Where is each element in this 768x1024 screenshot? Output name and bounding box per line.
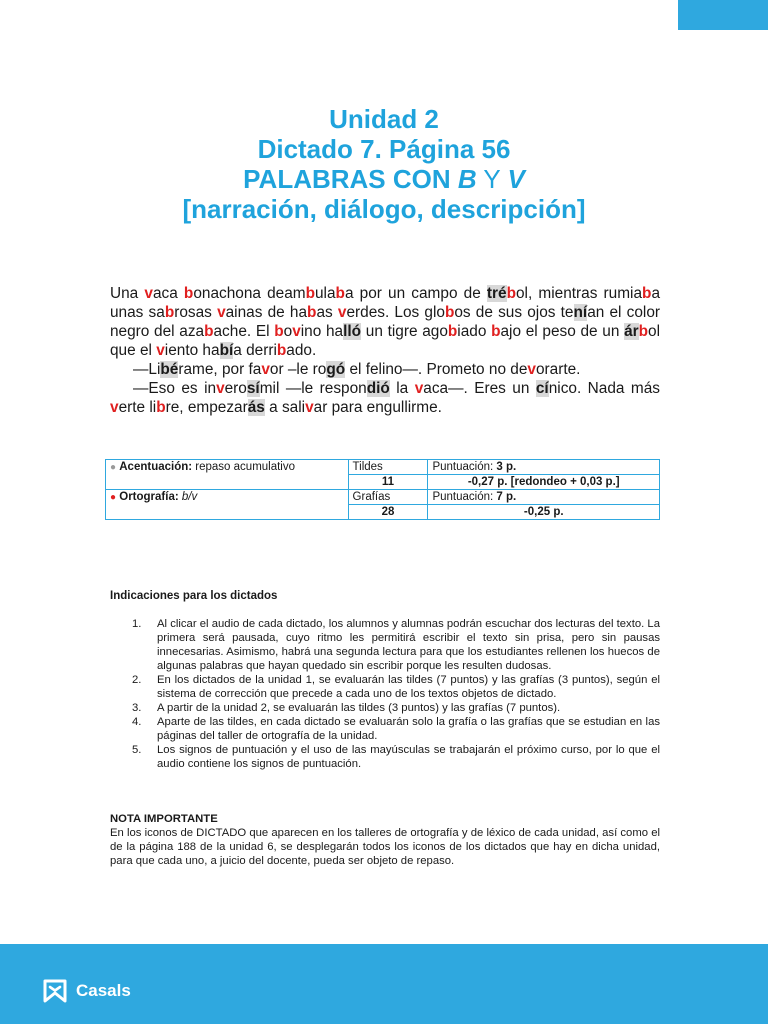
highlight-accent: ár xyxy=(624,323,639,340)
dictation-fragment: as xyxy=(316,304,338,321)
dictation-fragment: rosas xyxy=(174,304,218,321)
dictation-paragraph-2 xyxy=(110,360,660,379)
important-note-text: En los iconos de DICTADO que aparecen en los talleres de ortografía y de léxico de cada unidad, así como el de la página 188 de la unidad 6, se desplegarán todos los iconos de los dictados que hay en dicha unidad, para que cada uno, a juicio del docente, pueda ser objeto de repaso. xyxy=(110,827,660,867)
accent-desc: repaso acumulativo xyxy=(192,461,296,473)
dictation-fragment: re, empezar xyxy=(165,399,248,416)
grading-row-spelling xyxy=(106,490,660,505)
accent-score-value: 3 p. xyxy=(496,461,517,473)
spelling-score-value: 7 p. xyxy=(496,491,517,503)
page-title xyxy=(0,104,768,224)
list-item xyxy=(110,673,660,701)
instructions-list xyxy=(110,617,660,771)
dictation-fragment: un tigre ago xyxy=(361,323,448,340)
dictation-fragment: a unas sa xyxy=(110,285,661,321)
highlight-letter: v xyxy=(216,380,225,397)
highlight-letter: b xyxy=(447,323,458,340)
list-item-text: En los dictados de la unidad 1, se evaluarán las tildes (7 puntos) y las grafías (3 puntos), según el sistema de corrección que precede a cada uno de los textos objetos de dictado. xyxy=(157,674,660,700)
dictation-fragment: aca—. Eres un xyxy=(423,380,536,397)
highlight-accent: sí xyxy=(246,380,260,397)
grading-row-accent xyxy=(106,460,660,475)
title-dictation: Dictado 7. Página 56 xyxy=(257,134,511,164)
dictation-fragment: el felino—. Prometo no de xyxy=(345,361,528,378)
highlight-letter: b xyxy=(274,323,284,340)
red-bullet-icon: ● xyxy=(110,492,117,503)
grey-bullet-icon: ● xyxy=(110,462,117,473)
title-conjunction: Y xyxy=(476,164,508,194)
dictation-paragraph-3 xyxy=(110,379,660,417)
dictation-fragment: la xyxy=(389,380,415,397)
important-note-title: NOTA IMPORTANTE xyxy=(110,813,218,825)
dictation-fragment: rame, por fa xyxy=(178,361,262,378)
brand-logo xyxy=(42,978,131,1004)
highlight-letter: v xyxy=(305,399,314,416)
highlight-letter: b xyxy=(156,399,166,416)
dictation-fragment: ero xyxy=(224,380,247,397)
highlight-letter: b xyxy=(642,285,652,302)
dictation-fragment: —Li xyxy=(133,361,161,378)
list-item-number: 1. xyxy=(132,618,142,630)
dictation-fragment: os de sus ojos te xyxy=(454,304,574,321)
title-unit: Unidad 2 xyxy=(329,104,439,134)
dictation-fragment: ado. xyxy=(286,342,317,359)
dictation-text xyxy=(110,284,660,417)
highlight-accent: bé xyxy=(160,361,179,378)
dictation-fragment: onachona deam xyxy=(193,285,306,302)
dictation-fragment: ino ha xyxy=(300,323,344,340)
highlight-accent: gó xyxy=(326,361,346,378)
highlight-letter: b xyxy=(183,285,194,302)
list-item-text: A partir de la unidad 2, se evaluarán las tildes (3 puntos) y las grafías (7 puntos). xyxy=(157,702,561,714)
dictation-fragment: ar para engullirme. xyxy=(313,399,442,416)
highlight-letter: b xyxy=(164,304,175,321)
highlight-letter: b xyxy=(204,323,214,340)
dictation-fragment: aca xyxy=(152,285,184,302)
list-item-text: Al clicar el audio de cada dictado, los alumnos y alumnas podrán escuchar dos lecturas del texto. La primera será pausada, cuyo ritmo les permitirá escribir el texto sin prisa, pero sin pausas innecesarias. Asimismo, habrá una segunda lectura para que los estudiantes rellenen los huecos de algunas palabras que hayan quedado sin escribir porque les resulten dudosas. xyxy=(157,618,660,672)
accent-label: Acentuación: xyxy=(119,461,193,473)
spelling-count: 28 xyxy=(348,505,428,520)
dictation-fragment: erte li xyxy=(118,399,157,416)
highlight-letter: v xyxy=(337,304,347,321)
list-item xyxy=(110,701,660,715)
dictation-fragment: or –le ro xyxy=(269,361,327,378)
dictation-fragment: ol, mientras rumia xyxy=(516,285,643,302)
grading-table xyxy=(105,459,660,520)
highlight-accent: cí xyxy=(535,380,549,397)
dictation-fragment: erdes. Los glo xyxy=(346,304,445,321)
highlight-letter: b xyxy=(638,323,649,340)
brand-name: Casals xyxy=(76,981,131,1000)
dictation-fragment: orarte. xyxy=(535,361,581,378)
accent-score-label: Puntuación: xyxy=(432,461,497,473)
dictation-fragment: iado xyxy=(457,323,492,340)
highlight-letter: b xyxy=(276,342,287,359)
dictation-fragment: mil —le respon xyxy=(259,380,367,397)
accent-score xyxy=(428,460,660,475)
list-item-number: 4. xyxy=(132,716,142,728)
dictation-fragment: Una xyxy=(110,285,145,302)
highlight-accent: dió xyxy=(366,380,390,397)
dictation-fragment: ache. El xyxy=(213,323,275,340)
highlight-accent: tré xyxy=(486,285,507,302)
dictation-fragment: a sali xyxy=(264,399,306,416)
list-item-number: 2. xyxy=(132,674,142,686)
title-letter-b: B xyxy=(457,164,477,194)
highlight-letter: b xyxy=(444,304,455,321)
accent-penalty: -0,27 p. [redondeo + 0,03 p.] xyxy=(428,475,660,490)
highlight-letter: b xyxy=(307,304,317,321)
list-item xyxy=(110,715,660,743)
important-note xyxy=(110,812,660,868)
list-item-number: 5. xyxy=(132,744,142,756)
highlight-letter: b xyxy=(335,285,345,302)
highlight-accent: bí xyxy=(219,342,234,359)
list-item-number: 3. xyxy=(132,702,142,714)
highlight-accent: ás xyxy=(247,399,265,416)
highlight-letter: b xyxy=(491,323,501,340)
highlight-accent: lló xyxy=(343,323,362,340)
spelling-desc: b/v xyxy=(181,491,198,503)
list-item xyxy=(110,617,660,673)
highlight-letter: b xyxy=(305,285,315,302)
list-item-text: Los signos de puntuación y el uso de las mayúsculas se trabajarán el próximo curso, por lo que el audio contiene los signos de puntuación. xyxy=(157,744,660,770)
highlight-letter: v xyxy=(217,304,226,321)
spelling-criterion xyxy=(106,490,349,520)
title-letter-v: V xyxy=(507,164,525,194)
dictation-fragment: ula xyxy=(315,285,336,302)
casals-logo-icon xyxy=(42,978,68,1004)
spelling-type: Grafías xyxy=(348,490,428,505)
highlight-letter: v xyxy=(110,399,119,416)
accent-type: Tildes xyxy=(348,460,428,475)
title-text-types: [narración, diálogo, descripción] xyxy=(182,194,586,224)
highlight-letter: v xyxy=(261,361,270,378)
dictation-fragment: iento ha xyxy=(164,342,220,359)
dictation-fragment: ajo el peso de un xyxy=(500,323,625,340)
highlight-letter: v xyxy=(414,380,424,397)
spelling-penalty: -0,25 p. xyxy=(428,505,660,520)
highlight-letter: v xyxy=(292,323,301,340)
highlight-accent: ní xyxy=(573,304,588,321)
dictation-paragraph-1 xyxy=(110,284,660,360)
dictation-fragment: —Eso es in xyxy=(133,380,217,397)
instructions-title: Indicaciones para los dictados xyxy=(110,590,278,602)
highlight-letter: v xyxy=(527,361,536,378)
accent-count: 11 xyxy=(348,475,428,490)
dictation-fragment: ol que el xyxy=(110,323,661,359)
footer-bar xyxy=(0,944,768,1024)
title-topic-prefix: PALABRAS CON xyxy=(243,164,458,194)
dictation-fragment: a por un campo de xyxy=(344,285,487,302)
spelling-score-label: Puntuación: xyxy=(432,491,497,503)
highlight-letter: v xyxy=(156,342,165,359)
title-topic xyxy=(0,164,768,194)
highlight-letter: v xyxy=(144,285,153,302)
dictation-fragment: o xyxy=(283,323,293,340)
top-corner-tab xyxy=(678,0,768,30)
dictation-fragment: an el color negro del aza xyxy=(110,304,661,340)
list-item xyxy=(110,743,660,771)
list-item-text: Aparte de las tildes, en cada dictado se evaluarán solo la grafía o las grafías que se estudian en las páginas del taller de ortografía de la unidad. xyxy=(157,716,660,742)
spelling-score xyxy=(428,490,660,505)
accent-criterion xyxy=(106,460,349,490)
dictation-fragment: a derri xyxy=(233,342,277,359)
dictation-fragment: nico. Nada más xyxy=(548,380,661,397)
dictation-fragment: ainas de ha xyxy=(225,304,308,321)
highlight-letter: b xyxy=(506,285,516,302)
spelling-label: Ortografía: xyxy=(119,491,179,503)
